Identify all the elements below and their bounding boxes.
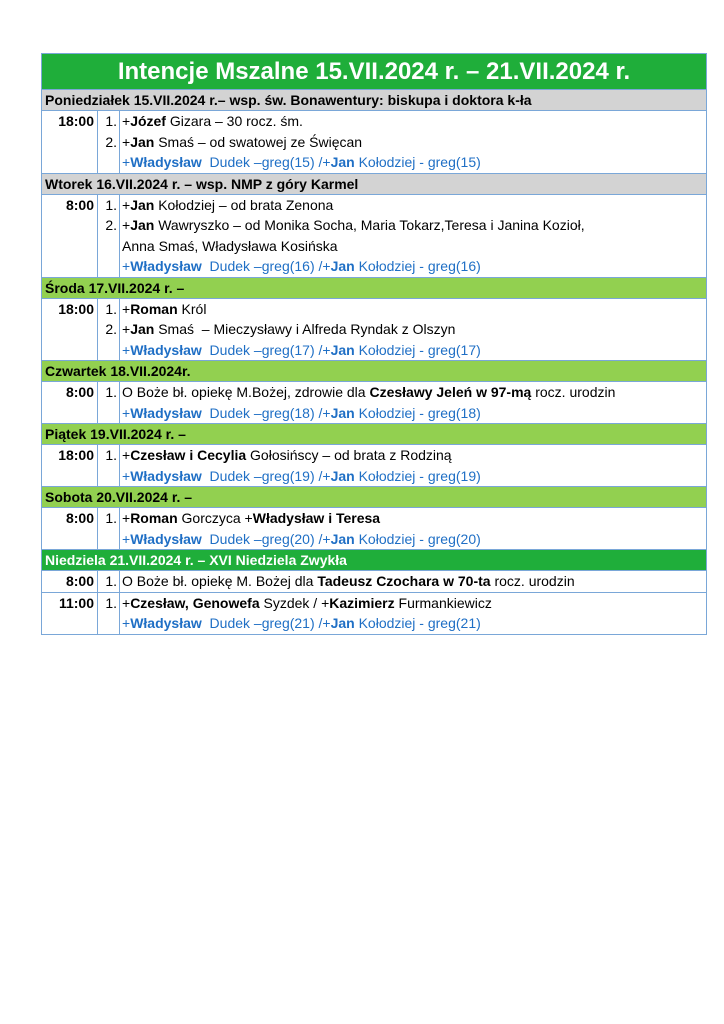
- intention-segment: +: [122, 404, 131, 421]
- intention-number: [98, 403, 119, 424]
- mass-row: [42, 111, 706, 174]
- intention-segment: +: [122, 258, 131, 274]
- intention-segment: Kołodziej - greg(18): [354, 404, 481, 421]
- intention-name: Jan: [130, 133, 155, 150]
- intention-line: [98, 299, 706, 320]
- intentions-table: [41, 53, 707, 635]
- intention-segment: Dudek –greg(17) /+: [201, 341, 331, 358]
- intention-segment: Dudek –greg(15) /+: [201, 154, 331, 170]
- intention-line: [98, 529, 706, 550]
- intention-line: [98, 571, 706, 592]
- intention-line: [98, 215, 706, 236]
- day-header: Niedziela 21.VII.2024 r. – XVI Niedziela Zwykła: [42, 550, 706, 571]
- mass-time: 11:00: [42, 593, 98, 634]
- intention-line: [98, 382, 706, 403]
- intention-text: [119, 529, 706, 550]
- day-header: Środa 17.VII.2024 r. –: [42, 278, 706, 299]
- intention-number: 1.: [105, 573, 117, 589]
- mass-row: [42, 299, 706, 362]
- intention-text: [119, 340, 706, 361]
- intention-segment: Dudek –greg(21) /+: [201, 615, 331, 631]
- intention-name: Jan: [130, 217, 155, 233]
- intention-number: 1.: [105, 300, 117, 317]
- intention-segment: Kołodziej - greg(15): [354, 154, 481, 170]
- intention-line: [98, 132, 706, 153]
- intention-name: Władysław: [130, 341, 202, 358]
- intention-segment: +: [122, 615, 131, 631]
- mass-time: 8:00: [42, 382, 98, 423]
- intention-name: Tadeusz Czochara w 70-ta: [317, 573, 491, 589]
- intention-segment: +: [122, 530, 131, 547]
- intention-name: Władysław i Teresa: [252, 510, 381, 526]
- intention-number: [98, 236, 119, 257]
- intentions-cell: [98, 299, 706, 361]
- intention-segment: +: [122, 133, 131, 150]
- intention-name: Czesławy Jeleń w 97-mą: [369, 384, 532, 400]
- intention-name: Jan: [330, 341, 355, 358]
- mass-time: 18:00: [42, 445, 98, 486]
- intention-name: Władysław: [130, 467, 202, 484]
- mass-row: [42, 508, 706, 550]
- intention-name: Jan: [330, 615, 355, 631]
- intention-line: [98, 236, 706, 257]
- intentions-cell: [98, 571, 706, 592]
- intention-segment: Kołodziej - greg(17): [354, 341, 481, 358]
- intention-text: [119, 466, 706, 487]
- intentions-cell: [98, 445, 706, 486]
- intention-segment: Gołosińscy – od brata z Rodziną: [246, 447, 452, 463]
- intention-segment: Wawryszko – od Monika Socha, Maria Tokarz,Teresa i Janina Kozioł,: [154, 217, 585, 233]
- intentions-cell: [98, 593, 706, 634]
- intention-segment: +: [122, 321, 131, 337]
- intention-segment: +: [122, 217, 131, 233]
- intention-segment: Dudek –greg(18) /+: [201, 404, 331, 421]
- intention-segment: +: [122, 447, 131, 463]
- intention-name: Władysław: [130, 154, 202, 170]
- intention-number: [98, 529, 119, 550]
- intention-number: [98, 466, 119, 487]
- intention-name: Jan: [330, 258, 355, 274]
- mass-time: 8:00: [42, 195, 98, 277]
- intention-segment: Furmankiewicz: [394, 594, 492, 611]
- intention-line: [98, 613, 706, 634]
- day-header: Sobota 20.VII.2024 r. –: [42, 487, 706, 508]
- intention-segment: rocz. urodzin: [531, 384, 616, 400]
- intention-segment: +: [122, 341, 131, 358]
- intention-line: [98, 508, 706, 529]
- intention-segment: Dudek –greg(19) /+: [201, 467, 331, 484]
- intention-number: 1.: [105, 384, 117, 400]
- intention-name: Jan: [330, 530, 355, 547]
- intention-segment: Gizara – 30 rocz. śm.: [165, 113, 303, 129]
- intention-number: 1.: [105, 510, 117, 526]
- intention-text: [119, 111, 706, 132]
- intention-segment: Kołodziej - greg(20): [354, 530, 481, 547]
- intention-name: Roman: [130, 300, 178, 317]
- intention-segment: Kołodziej - greg(19): [354, 467, 481, 484]
- intention-line: [98, 256, 706, 277]
- day-header: Piątek 19.VII.2024 r. –: [42, 424, 706, 445]
- intention-text: [119, 195, 706, 216]
- intention-line: [98, 593, 706, 614]
- intention-line: [98, 403, 706, 424]
- day-header: Czwartek 18.VII.2024r.: [42, 361, 706, 382]
- intention-text: [119, 403, 706, 424]
- intention-name: Kazimierz: [329, 594, 395, 611]
- mass-row: [42, 195, 706, 278]
- intention-text: [119, 593, 706, 614]
- intention-segment: Dudek –greg(16) /+: [201, 258, 331, 274]
- intentions-cell: [98, 111, 706, 173]
- intention-segment: Gorczyca +: [177, 510, 253, 526]
- intention-number: 2.: [105, 133, 117, 150]
- intention-line: [98, 111, 706, 132]
- page-title: Intencje Mszalne 15.VII.2024 r. – 21.VII.2024 r.: [42, 54, 706, 90]
- mass-row: [42, 593, 706, 634]
- intention-text: [119, 382, 706, 403]
- intention-name: Władysław: [130, 404, 202, 421]
- intention-text: [119, 152, 706, 173]
- intention-number: 1.: [105, 113, 117, 129]
- intention-segment: rocz. urodzin: [490, 573, 575, 589]
- intention-name: Józef: [130, 113, 166, 129]
- day-header: Poniedziałek 15.VII.2024 r.– wsp. św. Bonawentury: biskupa i doktora k-ła: [42, 90, 706, 111]
- mass-time: 18:00: [42, 111, 98, 173]
- intention-segment: Kołodziej - greg(21): [354, 615, 481, 631]
- intention-text: [119, 132, 706, 153]
- intentions-cell: [98, 508, 706, 549]
- days-container: [42, 90, 706, 634]
- intention-segment: Kołodziej – od brata Zenona: [154, 196, 334, 213]
- intention-segment: Syzdek / +: [259, 594, 330, 611]
- intention-number: [98, 340, 119, 361]
- intention-text: [119, 256, 706, 277]
- intention-number: [98, 613, 119, 634]
- mass-time: 18:00: [42, 299, 98, 361]
- intention-text: [119, 319, 706, 340]
- intentions-cell: [98, 195, 706, 277]
- intention-segment: +: [122, 510, 131, 526]
- intention-segment: +: [122, 196, 131, 213]
- intention-number: 2.: [105, 217, 117, 233]
- intention-text: [119, 299, 706, 320]
- intention-text: [119, 508, 706, 529]
- intention-segment: Król: [177, 300, 207, 317]
- intention-number: 1.: [105, 447, 117, 463]
- intention-segment: O Boże bł. opiekę M.Bożej, zdrowie dla: [122, 384, 370, 400]
- intention-name: Jan: [330, 404, 355, 421]
- mass-time: 8:00: [42, 571, 98, 592]
- intention-name: Władysław: [130, 615, 202, 631]
- intention-name: Czesław, Genowefa: [130, 594, 260, 611]
- intention-text: [119, 445, 706, 466]
- intention-number: [98, 256, 119, 277]
- intention-number: 1.: [105, 594, 117, 611]
- intention-segment: Kołodziej - greg(16): [354, 258, 481, 274]
- day-header: Wtorek 16.VII.2024 r. – wsp. NMP z góry Karmel: [42, 174, 706, 195]
- mass-row: [42, 382, 706, 424]
- mass-time: 8:00: [42, 508, 98, 549]
- intention-line: [98, 340, 706, 361]
- intention-segment: +: [122, 113, 131, 129]
- intention-name: Władysław: [130, 530, 202, 547]
- intention-segment: +: [122, 594, 131, 611]
- intention-name: Czesław i Cecylia: [130, 447, 247, 463]
- intention-segment: Smaś – Mieczysławy i Alfreda Ryndak z Olszyn: [154, 321, 456, 337]
- intention-name: Jan: [130, 196, 155, 213]
- intention-line: [98, 152, 706, 173]
- intention-segment: Smaś – od swatowej ze Święcan: [154, 133, 363, 150]
- intention-name: Władysław: [130, 258, 202, 274]
- mass-row: [42, 571, 706, 593]
- intention-segment: Anna Smaś, Władysława Kosińska: [122, 237, 338, 254]
- intention-text: [119, 571, 706, 592]
- intention-number: [98, 152, 119, 173]
- intention-name: Jan: [330, 467, 355, 484]
- intention-name: Jan: [330, 154, 355, 170]
- intention-segment: Dudek –greg(20) /+: [201, 530, 331, 547]
- intention-text: [119, 215, 706, 236]
- intentions-cell: [98, 382, 706, 423]
- intention-segment: +: [122, 154, 131, 170]
- intention-segment: +: [122, 300, 131, 317]
- intention-number: 2.: [105, 321, 117, 337]
- intention-name: Roman: [130, 510, 178, 526]
- intention-line: [98, 319, 706, 340]
- intention-segment: O Boże bł. opiekę M. Bożej dla: [122, 573, 318, 589]
- intention-name: Jan: [130, 321, 155, 337]
- intention-segment: +: [122, 467, 131, 484]
- intention-line: [98, 195, 706, 216]
- intention-text: [119, 236, 706, 257]
- mass-row: [42, 445, 706, 487]
- intention-line: [98, 466, 706, 487]
- intention-number: 1.: [105, 196, 117, 213]
- intention-line: [98, 445, 706, 466]
- intention-text: [119, 613, 706, 634]
